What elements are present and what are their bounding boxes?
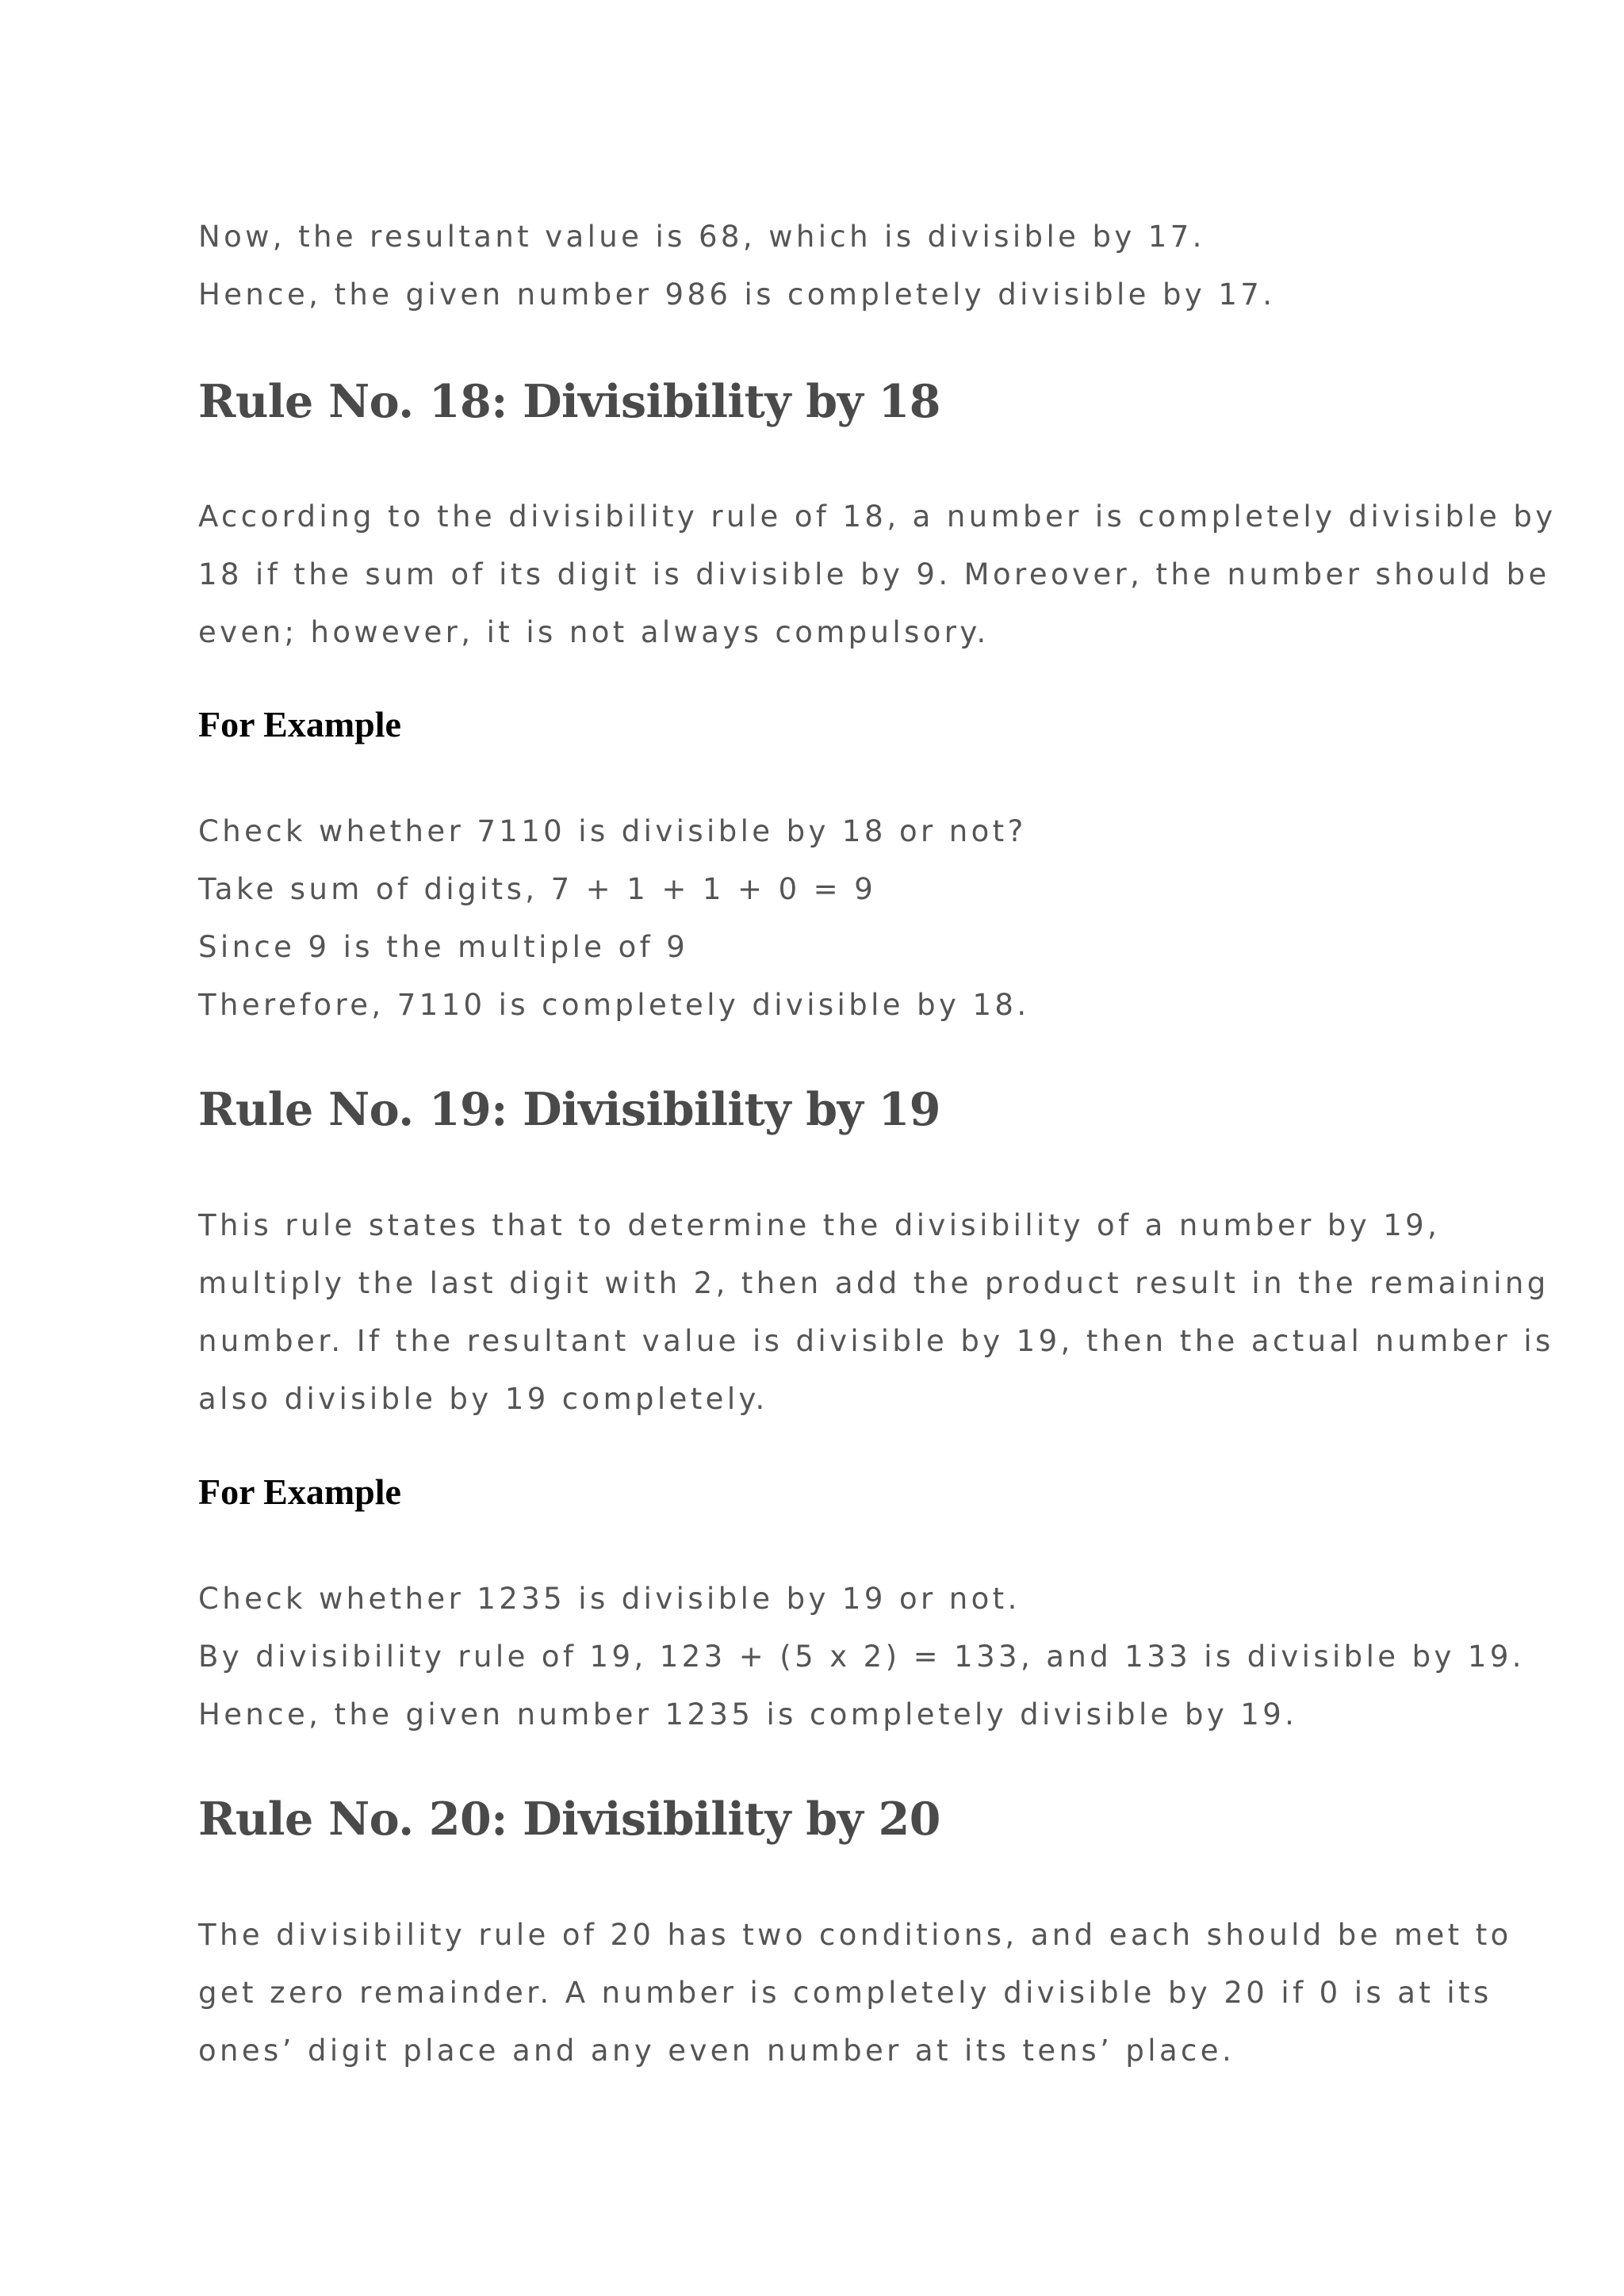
rule-19-heading: Rule No. 19: Divisibility by 19 [198, 1083, 940, 1136]
text-line: ones’ digit place and any even number at its tens’ place. [198, 2034, 1235, 2068]
text-line: The divisibility rule of 20 has two conditions, and each should be met to [198, 1918, 1512, 1952]
text-line: Therefore, 7110 is completely divisible by 18. [198, 988, 1030, 1022]
rule-19-body [198, 1196, 1554, 1428]
text-line: even; however, it is not always compulsory. [198, 615, 990, 649]
rule-20-heading: Rule No. 20: Divisibility by 20 [198, 1793, 940, 1846]
text-line: get zero remainder. A number is completely divisible by 20 if 0 is at its [198, 1976, 1492, 2010]
rule-19-example-heading: For Example [198, 1471, 401, 1512]
text-line: Hence, the given number 1235 is completely divisible by 19. [198, 1697, 1298, 1732]
text-line: 18 if the sum of its digit is divisible by 9. Moreover, the number should be [198, 557, 1550, 591]
text-line: Now, the resultant value is 68, which is divisible by 17. [198, 220, 1205, 254]
text-line: also divisible by 19 completely. [198, 1382, 768, 1416]
text-line: Check whether 7110 is divisible by 18 or not? [198, 814, 1027, 848]
text-line: By divisibility rule of 19, 123 + (5 x 2) = 133, and 133 is divisible by 19. [198, 1640, 1525, 1674]
text-line: Take sum of digits, 7 + 1 + 1 + 0 = 9 [198, 872, 877, 906]
text-line: Hence, the given number 986 is completely divisible by 17. [198, 277, 1276, 312]
rule-18-example [198, 802, 1030, 1034]
rule-18-heading: Rule No. 18: Divisibility by 18 [198, 375, 940, 428]
intro-paragraph [198, 208, 1275, 323]
rule-19-example [198, 1570, 1525, 1743]
rule-18-body [198, 488, 1557, 661]
rule-20-body [198, 1906, 1512, 2080]
text-line: multiply the last digit with 2, then add the product result in the remaining [198, 1266, 1549, 1300]
rule-18-example-heading: For Example [198, 704, 401, 744]
text-line: Check whether 1235 is divisible by 19 or not. [198, 1582, 1021, 1616]
text-line: This rule states that to determine the divisibility of a number by 19, [198, 1208, 1441, 1242]
text-line: number. If the resultant value is divisible by 19, then the actual number is [198, 1324, 1554, 1358]
text-line: According to the divisibility rule of 18, a number is completely divisible by [198, 499, 1557, 534]
text-line: Since 9 is the multiple of 9 [198, 930, 689, 964]
